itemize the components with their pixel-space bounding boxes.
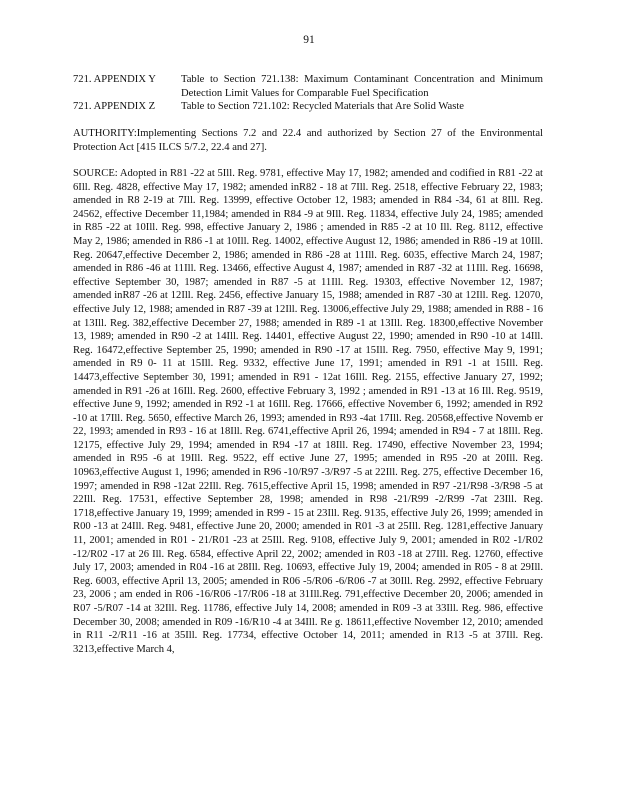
- page-number: 91: [303, 34, 315, 46]
- appendix-description: Table to Section 721.102: Recycled Materials that Are Solid Waste: [181, 101, 464, 112]
- appendix-entry-y: [73, 73, 543, 100]
- appendix-entry-z: [73, 100, 543, 114]
- source-note: SOURCE: Adopted in R81 -22 at 5Ill. Reg. 9781, effective May 17, 1982; amended and codified in R81 -22 at 6Ill. Reg. 4828, effective May 17, 1982; amended inR82 - 18 at 7Ill. Reg. 2518, effective February 22, 1983; amended in R8 2-19 at 7Ill. Reg. 13999, effective October 12, 1983; amended in R84 -34, 61 at 8Ill. Reg. 24562, effective December 11,1984; amended in R84 -9 at 9Ill. Reg. 11834, effective July 24, 1985; amended in R85 -22 at 10Ill. Reg. 998, effective January 2, 1986 ; amended in R85 -2 at 10 Ill. Reg. 8112, effective May 2, 1986; amended in R86 -1 at 10Ill. Reg. 14002, effective August 12, 1986; amended in R86 -19 at 10Ill. Reg. 20647,effective December 2, 1986; amended in R86 -28 at 11Ill. Reg. 6035, effective March 24, 1987; amended in R86 -46 at 11Ill. Reg. 13466, effective August 4, 1987; amended in R87 -32 at 11Ill. Reg. 16698, effective September 30, 1987; amended in R87 -5 at 11Ill. Reg. 19303, effective November 12, 1987; amended inR87 -26 at 12Ill. Reg. 2456, effective January 15, 1988; amended in R87 -30 at 12Ill. Reg. 12070, effective July 12, 1988; amended in R87 -39 at 12Ill. Reg. 13006,effective July 29, 1988; amended in R88 - 16 at 13Ill. Reg. 382,effective December 27, 1988; amended in R89 -1 at 13Ill. Reg. 18300,effective November 13, 1989; amended in R90 -2 at 14Ill. Reg. 14401, effective August 22, 1990; amended in R90 -10 at 14Ill. Reg. 16472,effective September 25, 1990; amended in R90 -17 at 15Ill. Reg. 7950, effective May 9, 1991; amended in R9 0- 11 at 15Ill. Reg. 9332, effective June 17, 1991; amended in R91 -1 at 15Ill. Reg. 14473,effective September 30, 1991; amended in R91 - 12at 16Ill. Reg. 2155, effective January 27, 1992; amended in R91 -26 at 16Ill. Reg. 2600, effective February 3, 1992 ; amended in R91 -13 at 16 Ill. Reg. 9519, effective June 9, 1992; amended in R92 -1 at 16Ill. Reg. 17666, effective November 6, 1992; amended in R92 -10 at 17Ill. Reg. 5650, effective March 26, 1993; amended in R93 -4at 17Ill. Reg. 20568,effective Novemb er 22, 1993; amended in R93 - 16 at 18Ill. Reg. 6741,effective April 26, 1994; amended in R94 - 7 at 18Ill. Reg. 12175, effective July 29, 1994; amended in R94 -17 at 18Ill. Reg. 17490, effective November 23, 1994; amended in R95 -6 at 19Ill. Reg. 9522, eff ective June 27, 1995; amended in R95 -20 at 20Ill. Reg. 10963,effective August 1, 1996; amended in R96 -10/R97 -3/R97 -5 at 22Ill. Reg. 275, effective December 16, 1997; amended in R98 -12at 22Ill. Reg. 7615,effective April 15, 1998; amended in R97 -21/R98 -3/R98 -5 at 22Ill. Reg. 17531, effective September 28, 1998; amended in R98 -21/R99 -2/R99 -7at 23Ill. Reg. 1718,effective January 19, 1999; amended in R99 - 15 at 23Ill. Reg. 9135, effective July 26, 1999; amended in R00 -13 at 24Ill. Reg. 9481, effective June 20, 2000; amended in R01 -3 at 25Ill. Reg. 1281,effective January 11, 2001; amended in R01 - 21/R01 -23 at 25Ill. Reg. 9108, effective July 9, 2001; amended in R02 -1/R02 -12/R02 -17 at 26 Ill. Reg. 6584, effective April 22, 2002; amended in R03 -18 at 27Ill. Reg. 12760, effective July 17, 2003; amended in R04 -16 at 28Ill. Reg. 10693, effective July 19, 2004; amended in R05 - 8 at 29Ill. Reg. 6003, effective April 13, 2005; amended in R06 -5/R06 -6/R06 -7 at 30Ill. Reg. 2992, effective February 23, 2006 ; am ended in R06 -16/R06 -17/R06 -18 at 31Ill.Reg. 791,effective December 20, 2006; amended in R07 -5/R07 -14 at 32Ill. Reg. 11786, effective July 14, 2008; amended in R09 -3 at 33Ill. Reg. 986, effective December 30, 2008; amended in R09 -16/R10 -4 at 34Ill. Re g. 18611,effective November 12, 2010; amended in R11 -2/R11 -16 at 35Ill. Reg. 17734, effective October 14, 2011; amended in R13 -5 at 37Ill. Reg. 3213,effective March 4,: [73, 168, 543, 655]
- authority-note: AUTHORITY:Implementing Sections 7.2 and 22.4 and authorized by Section 27 of the Environmental Protection Act [415 ILCS 5/7.2, 22.4 and 27].: [73, 128, 543, 153]
- appendix-id: 721. APPENDIX Y: [73, 74, 156, 85]
- appendix-id: 721. APPENDIX Z: [73, 101, 156, 112]
- appendix-description: Table to Section 721.138: Maximum Contaminant Concentration and Minimum Detection Limit Values for Comparable Fuel Specification: [181, 74, 543, 99]
